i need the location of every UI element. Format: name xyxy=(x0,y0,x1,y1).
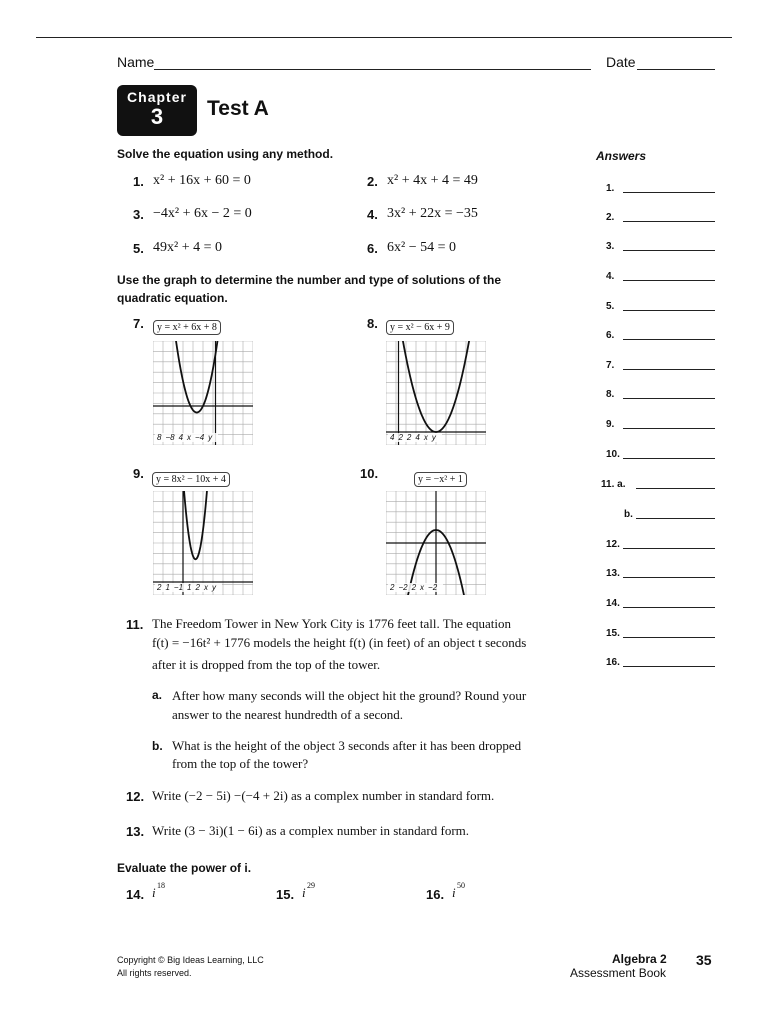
answer-blank[interactable] xyxy=(623,310,715,311)
name-field[interactable] xyxy=(154,69,591,70)
answer-label: 11. a. xyxy=(601,479,626,490)
graph-plot xyxy=(153,341,253,445)
problem-number: 2. xyxy=(367,174,378,189)
tick-label: y xyxy=(211,583,216,592)
equation-text: −4x² + 6x − 2 = 0 xyxy=(153,206,252,221)
graph-equation-label: y = x² + 6x + 8 xyxy=(153,320,221,335)
answer-label: 15. xyxy=(606,628,620,639)
problem11a-line2: answer to the nearest hundredth of a second. xyxy=(172,707,404,722)
tick-label: x xyxy=(187,433,192,442)
tick-label: 2 xyxy=(411,583,417,592)
answer-label: 5. xyxy=(606,301,615,312)
book-subtitle: Assessment Book xyxy=(570,966,667,980)
graph-plot xyxy=(386,491,486,595)
answer-label: 1. xyxy=(606,183,615,194)
graph-equation-label: y = 8x² − 10x + 4 xyxy=(152,472,230,487)
tick-label: −1 xyxy=(173,583,184,592)
problem-number: 13. xyxy=(126,824,145,839)
answers-title: Answers xyxy=(596,149,647,163)
page-number: 35 xyxy=(696,952,712,968)
graph-plot xyxy=(153,491,253,595)
power-exponent: 18 xyxy=(157,881,165,890)
tick-label: x xyxy=(420,583,425,592)
graph-tick-labels xyxy=(388,583,443,592)
graph-plot xyxy=(386,341,486,445)
problem-number: 16. xyxy=(426,887,445,902)
answer-label: 9. xyxy=(606,419,615,430)
equation-text: 6x² − 54 = 0 xyxy=(387,240,456,255)
graph-number: 9. xyxy=(133,466,144,481)
problem11a-label: a. xyxy=(152,688,163,702)
answer-label: 13. xyxy=(606,568,620,579)
power-base: i xyxy=(302,885,306,900)
tick-label: −4 xyxy=(195,433,205,442)
answer-blank[interactable] xyxy=(623,192,715,193)
graph-number: 10. xyxy=(360,466,379,481)
chapter-badge xyxy=(117,85,197,136)
tick-label: 1 xyxy=(165,583,170,592)
tick-label: −8 xyxy=(165,433,175,442)
problem11-line3: after it is dropped from the top of the tower. xyxy=(152,657,381,672)
power-base: i xyxy=(452,885,456,900)
graph-tick-labels xyxy=(388,433,442,442)
name-label: Name xyxy=(117,54,155,70)
book-title: Algebra 2 xyxy=(612,952,667,966)
problem-number: 1. xyxy=(133,174,144,189)
answer-blank[interactable] xyxy=(623,607,715,608)
answer-blank[interactable] xyxy=(623,250,715,251)
tick-label: 2 xyxy=(195,583,200,592)
equation-text: x² + 16x + 60 = 0 xyxy=(153,173,251,188)
problem-number: 14. xyxy=(126,887,145,902)
answer-label: 10. xyxy=(606,449,620,460)
tick-label: 4 xyxy=(178,433,184,442)
problem11-line2: f(t) = −16t² + 1776 models the height f(t) (in feet) of an object t seconds xyxy=(152,635,527,650)
tick-label: 4 xyxy=(415,433,420,442)
tick-label: −2 xyxy=(398,583,408,592)
answer-label: 4. xyxy=(606,271,615,282)
graph-number: 8. xyxy=(367,316,378,331)
tick-label: −2 xyxy=(428,583,438,592)
answer-label: 8. xyxy=(606,389,615,400)
tick-label: x xyxy=(423,433,428,442)
tick-label: 2 xyxy=(406,433,412,442)
problem13-text: Write (3 − 3i)(1 − 6i) as a complex number in standard form. xyxy=(152,823,470,838)
answer-blank[interactable] xyxy=(623,548,715,549)
power-exponent: 50 xyxy=(457,881,465,890)
top-rule xyxy=(36,37,732,38)
tick-label: 4 xyxy=(390,433,395,442)
tick-label: 1 xyxy=(187,583,192,592)
graph-equation-label: y = −x² + 1 xyxy=(414,472,467,487)
answer-label: b. xyxy=(624,509,633,520)
power-exponent: 29 xyxy=(307,881,315,890)
answer-label: 6. xyxy=(606,330,615,341)
answer-blank[interactable] xyxy=(623,369,715,370)
copyright-text: Copyright © Big Ideas Learning, LLC xyxy=(117,955,264,965)
answer-blank[interactable] xyxy=(623,280,715,281)
graph-tick-labels xyxy=(155,583,222,592)
rights-text: All rights reserved. xyxy=(117,968,192,978)
section2-instruction-1: Use the graph to determine the number and type of solutions of the xyxy=(117,273,502,287)
tick-label: 2 xyxy=(157,583,162,592)
tick-label: 8 xyxy=(157,433,162,442)
equation-text: 49x² + 4 = 0 xyxy=(153,240,222,255)
answer-label: 3. xyxy=(606,241,615,252)
problem11b-label: b. xyxy=(152,739,163,753)
problem-number: 12. xyxy=(126,789,145,804)
section1-instruction: Solve the equation using any method. xyxy=(117,147,334,161)
answer-blank[interactable] xyxy=(623,398,715,399)
answer-blank[interactable] xyxy=(623,458,715,459)
date-label: Date xyxy=(606,54,636,70)
problem-number: 15. xyxy=(276,887,295,902)
chapter-word: Chapter xyxy=(127,89,187,105)
problem11a-line1: After how many seconds will the object hit the ground? Round your xyxy=(172,688,527,703)
answer-blank[interactable] xyxy=(623,428,715,429)
problem-number: 5. xyxy=(133,241,144,256)
answer-label: 2. xyxy=(606,212,615,223)
problem12-text: Write (−2 − 5i) −(−4 + 2i) as a complex number in standard form. xyxy=(152,788,495,803)
equation-text: x² + 4x + 4 = 49 xyxy=(387,173,478,188)
equation-text: 3x² + 22x = −35 xyxy=(387,206,478,221)
answer-blank[interactable] xyxy=(623,666,715,667)
answer-label: 7. xyxy=(606,360,615,371)
tick-label: 2 xyxy=(390,583,395,592)
problem-number: 3. xyxy=(133,207,144,222)
problem11b-line2: from the top of the tower? xyxy=(172,756,309,771)
answer-blank[interactable] xyxy=(636,488,715,489)
tick-label: y xyxy=(431,433,436,442)
answer-label: 12. xyxy=(606,539,620,550)
answer-label: 14. xyxy=(606,598,620,609)
answer-blank[interactable] xyxy=(636,518,715,519)
graph-tick-labels xyxy=(155,433,218,442)
tick-label: y xyxy=(208,433,213,442)
section2-instruction-2: quadratic equation. xyxy=(117,291,228,305)
problem11b-line1: What is the height of the object 3 seconds after it has been dropped xyxy=(172,738,522,753)
section3-instruction: Evaluate the power of i. xyxy=(117,861,252,875)
answer-label: 16. xyxy=(606,657,620,668)
answer-blank[interactable] xyxy=(623,637,715,638)
tick-label: 2 xyxy=(398,433,403,442)
problem-number: 6. xyxy=(367,241,378,256)
problem11-line1: The Freedom Tower in New York City is 1776 feet tall. The equation xyxy=(152,616,511,631)
answer-blank[interactable] xyxy=(623,221,715,222)
answer-blank[interactable] xyxy=(623,339,715,340)
answer-blank[interactable] xyxy=(623,577,715,578)
graph-equation-label: y = x² − 6x + 9 xyxy=(386,320,454,335)
tick-label: x xyxy=(203,583,208,592)
problem-number: 11. xyxy=(126,617,144,632)
test-title: Test A xyxy=(207,97,269,120)
date-field[interactable] xyxy=(637,69,715,70)
chapter-number: 3 xyxy=(150,104,164,129)
problem-number: 4. xyxy=(367,207,378,222)
power-base: i xyxy=(152,885,156,900)
graph-number: 7. xyxy=(133,316,144,331)
